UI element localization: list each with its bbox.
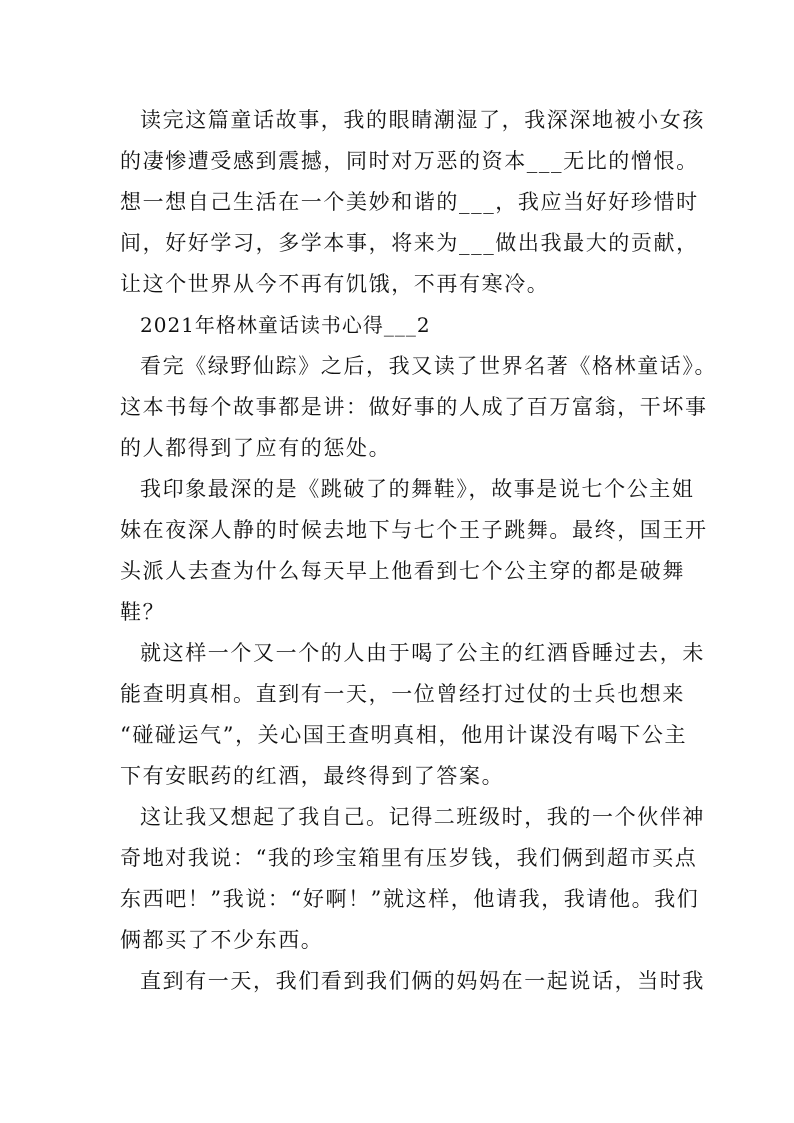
- paragraph-line-13: 鞋？: [120, 600, 166, 624]
- paragraph-line-18: 这让我又想起了我自己。记得二班级时，我的一个伙伴神: [140, 805, 705, 829]
- paragraph-line-19: 奇地对我说：“我的珍宝箱里有压岁钱，我们俩到超市买点: [120, 846, 698, 870]
- paragraph-line-7: 看完《绿野仙踪》之后，我又读了世界名著《格林童话》。: [140, 354, 718, 378]
- paragraph-line-8: 这本书每个故事都是讲：做好事的人成了百万富翁，干坏事: [120, 395, 708, 419]
- paragraph-line-3: 想一想自己生活在一个美妙和谐的___，我应当好好珍惜时: [120, 190, 699, 214]
- paragraph-line-20: 东西吧！”我说：“好啊！”就这样，他请我，我请他。我们: [120, 887, 700, 911]
- paragraph-line-12: 头派人去查为什么每天早上他看到七个公主穿的都是破舞: [120, 559, 685, 583]
- paragraph-line-22: 直到有一天，我们看到我们俩的妈妈在一起说话，当时我: [140, 969, 705, 993]
- paragraph-line-1: 读完这篇童话故事，我的眼睛潮湿了，我深深地被小女孩: [140, 108, 705, 132]
- paragraph-line-14: 就这样一个又一个的人由于喝了公主的红酒昏睡过去，未: [140, 641, 705, 665]
- paragraph-line-5: 让这个世界从今不再有饥饿，不再有寒冷。: [120, 272, 550, 296]
- paragraph-line-2: 的凄惨遭受感到震撼，同时对万恶的资本___无比的憎恨。: [120, 149, 699, 173]
- paragraph-line-10: 我印象最深的是《跳破了的舞鞋》，故事是说七个公主姐: [140, 477, 695, 501]
- section-title: 2021年格林童话读书心得___2: [140, 313, 431, 337]
- paragraph-line-4: 间，好好学习，多学本事，将来为___做出我最大的贡献，: [120, 231, 699, 255]
- paragraph-line-16: “碰碰运气”，关心国王查明真相，他用计谋没有喝下公主: [120, 723, 688, 747]
- paragraph-line-11: 妹在夜深人静的时候去地下与七个王子跳舞。最终，国王开: [120, 518, 708, 542]
- paragraph-line-9: 的人都得到了应有的惩处。: [120, 436, 392, 460]
- paragraph-line-17: 下有安眠药的红酒，最终得到了答案。: [120, 764, 505, 788]
- paragraph-line-15: 能查明真相。直到有一天，一位曾经打过仗的士兵也想来: [120, 682, 685, 706]
- paragraph-line-21: 俩都买了不少东西。: [120, 928, 324, 952]
